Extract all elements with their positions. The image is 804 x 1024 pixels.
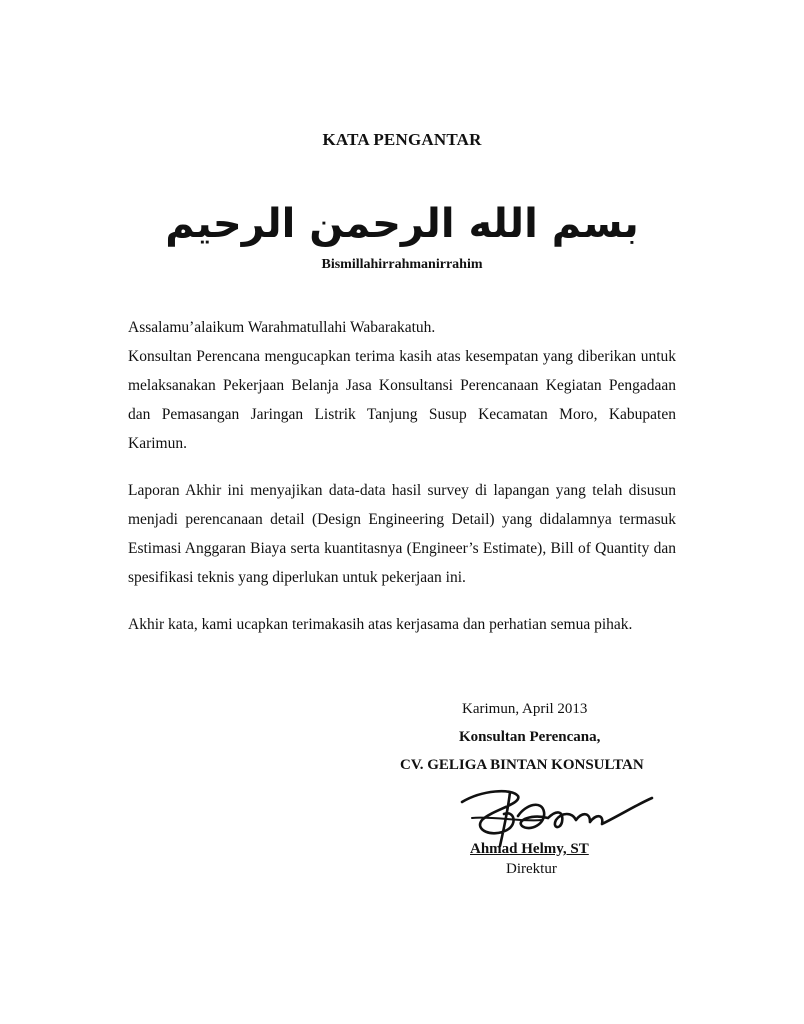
paragraph-intro: Konsultan Perencana mengucapkan terima kasih atas kesempatan yang diberikan untuk melaksanakan Pekerjaan Belanja Jasa Konsultansi Perencanaan Kegiatan Pengadaan dan Pemasangan Jaringan Listrik Tanjung Susup Kecamatan Moro, Kabupaten Karimun. xyxy=(128,348,676,452)
paragraph-closing: Akhir kata, kami ucapkan terimakasih atas kerjasama dan perhatian semua pihak. xyxy=(128,616,633,633)
bismillah-arabic-text: بسم الله الرحمن الرحيم xyxy=(165,201,639,247)
company-name: CV. GELIGA BINTAN KONSULTAN xyxy=(400,757,644,773)
company-role: Konsultan Perencana, xyxy=(459,729,601,745)
city-date: Karimun, April 2013 xyxy=(462,701,588,717)
bismillah-calligraphy xyxy=(165,185,639,255)
letter-body xyxy=(128,313,676,639)
signer-name: Ahmad Helmy, ST xyxy=(470,841,589,857)
signer-title: Direktur xyxy=(506,861,557,877)
page-title: KATA PENGANTAR xyxy=(322,130,482,149)
greeting: Assalamu’alaikum Warahmatullahi Wabarakatuh. xyxy=(128,319,436,336)
bismillah-caption: Bismillahirrahmanirrahim xyxy=(321,257,483,272)
handwritten-signature xyxy=(452,780,658,850)
paragraph-report: Laporan Akhir ini menyajikan data-data hasil survey di lapangan yang telah disusun menjadi perencanaan detail (Design Engineering Detail) yang didalamnya termasuk Estimasi Anggaran Biaya serta kuantitasnya (Engineer’s Estimate), Bill of Quantity dan spesifikasi teknis yang diperlukan untuk pekerjaan ini. xyxy=(128,482,676,586)
